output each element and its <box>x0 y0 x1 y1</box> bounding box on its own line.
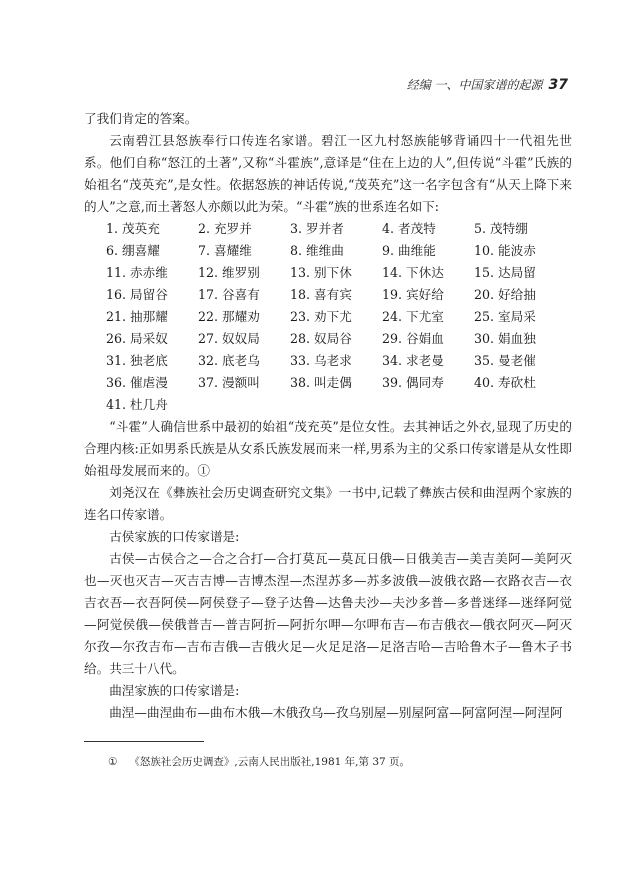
paragraph-yi-families: 刘尧汉在《彝族社会历史调查研究文集》一书中,记载了彝族古侯和曲涅两个家族的连名口传家谱。 <box>84 485 572 522</box>
paragraph-female-ancestor: “斗霍”人确信世系中最初的始祖“茂充英”是位女性。去其神话之外衣,显现了历史的合理内核:正如男系氏族是从女系氏族发展而来一样,男系为主的父系口传家谱是从女性即始祖母发展而来的。① <box>84 419 572 478</box>
lineage-name-item: 26. 局采奴 <box>106 331 168 346</box>
lineage-name-item: 19. 宾好给 <box>382 287 444 302</box>
lineage-name-item: 1. 茂英充 <box>106 221 160 236</box>
lineage-name-item: 7. 喜耀维 <box>198 243 252 258</box>
lineage-name-item: 32. 底老乌 <box>198 353 260 368</box>
lineage-name-item: 6. 绷喜耀 <box>106 243 160 258</box>
lineage-name-item: 21. 抽那耀 <box>106 309 168 324</box>
lineage-name-item: 23. 劝下尤 <box>290 309 352 324</box>
lineage-name-item: 36. 催虐漫 <box>106 375 168 390</box>
lineage-name-item: 24. 下尤室 <box>382 309 444 324</box>
footnote-marker: ① <box>108 756 118 768</box>
lineage-name-item: 37. 漫额叫 <box>198 375 260 390</box>
running-head <box>407 76 568 93</box>
lineage-name-item: 33. 乌老求 <box>290 353 352 368</box>
lineage-name-item: 14. 下休达 <box>382 265 444 280</box>
footnote-text: 《怒族社会历史调查》,云南人民出版社,1981 年,第 37 页。 <box>129 756 411 768</box>
lineage-name-item: 2. 充罗并 <box>198 221 252 236</box>
lineage-name-item: 18. 喜有宾 <box>290 287 352 302</box>
lineage-name-item: 34. 求老曼 <box>382 353 444 368</box>
paragraph-nu-genealogy: 云南碧江县怒族奉行口传连名家谱。碧江一区九村怒族能够背诵四十一代祖先世系。他们自称“怒江的土著”,又称“斗霍族”,意译是“住在上边的人”,但传说“斗霍”氏族的始祖名“茂英充”,是女性。依据怒族的神话传说,“茂英充”这一名字包含有“从天上降下来的人”之意,而土著怒人亦颇以此为荣。“斗霍”族的世系连名如下: <box>84 133 572 214</box>
paragraph-qunie-lineage: 曲涅—曲涅曲布—曲布木俄—木俄孜乌—孜乌别屋—别屋阿富—阿富阿涅—阿涅阿 <box>109 705 563 720</box>
lineage-name-item: 16. 局留谷 <box>106 287 168 302</box>
running-title: 经编 一、中国家谱的起源 <box>406 78 543 92</box>
lineage-name-item: 11. 赤赤维 <box>106 265 168 280</box>
footnote <box>108 754 410 769</box>
lineage-name-item: 20. 好给抽 <box>474 287 536 302</box>
lineage-name-item: 38. 叫走偶 <box>290 375 352 390</box>
lineage-name-item: 9. 曲维能 <box>382 243 436 258</box>
lineage-name-list <box>106 218 572 416</box>
lineage-name-item: 30. 娟血独 <box>474 331 536 346</box>
lineage-name-item: 29. 谷娟血 <box>382 331 444 346</box>
lineage-name-item: 28. 奴局谷 <box>290 331 352 346</box>
lineage-name-item: 8. 维维曲 <box>290 243 344 258</box>
lineage-name-item: 17. 谷喜有 <box>198 287 260 302</box>
paragraph-guhou-intro: 古侯家族的口传家谱是: <box>109 529 240 544</box>
lineage-name-item: 31. 独老底 <box>106 353 168 368</box>
page-number: 37 <box>548 77 568 93</box>
lineage-name-item: 10. 能波赤 <box>474 243 536 258</box>
lineage-name-item: 4. 者茂特 <box>382 221 436 236</box>
lineage-name-item: 5. 茂特绷 <box>474 221 528 236</box>
lineage-name-item: 12. 维罗别 <box>198 265 260 280</box>
lineage-name-item: 22. 那耀劝 <box>198 309 260 324</box>
footnote-divider <box>84 741 204 742</box>
lineage-name-item: 3. 罗并者 <box>290 221 344 236</box>
paragraph-qunie-intro: 曲涅家族的口传家谱是: <box>109 683 240 698</box>
paragraph-guhou-lineage: 古侯—古侯合之—合之合打—合打莫瓦—莫瓦日俄—日俄美吉—美吉美阿—美阿灭也—灭也灭吉—灭吉吉博—吉博杰涅—杰涅苏多—苏多波俄—波俄衣路—衣路衣吉—衣吉衣吾—衣吾阿侯—阿侯登子—登子达鲁—达鲁夫沙—夫沙多普—多普迷绎—迷绎阿觉—阿觉侯俄—侯俄普吉—普吉阿折—阿折尔呷—尔呷布吉—布吉俄衣—俄衣阿灭—阿灭尔孜—尔孜吉布—吉布吉俄—吉俄火足—火足足洛—足洛吉哈—吉哈鲁木子—鲁木子书给。共三十八代。 <box>84 551 572 676</box>
lineage-name-item: 41. 杜几舟 <box>106 397 168 412</box>
lineage-name-item: 40. 寿砍杜 <box>474 375 536 390</box>
lineage-name-item: 15. 达局留 <box>474 265 536 280</box>
lineage-name-item: 39. 偶同寿 <box>382 375 444 390</box>
lineage-name-item: 25. 室局采 <box>474 309 536 324</box>
main-text <box>84 108 572 724</box>
lineage-name-item: 13. 别下休 <box>290 265 352 280</box>
lineage-name-item: 35. 曼老催 <box>474 353 536 368</box>
lineage-name-item: 27. 奴奴局 <box>198 331 260 346</box>
paragraph-continued: 了我们肯定的答案。 <box>84 111 198 126</box>
